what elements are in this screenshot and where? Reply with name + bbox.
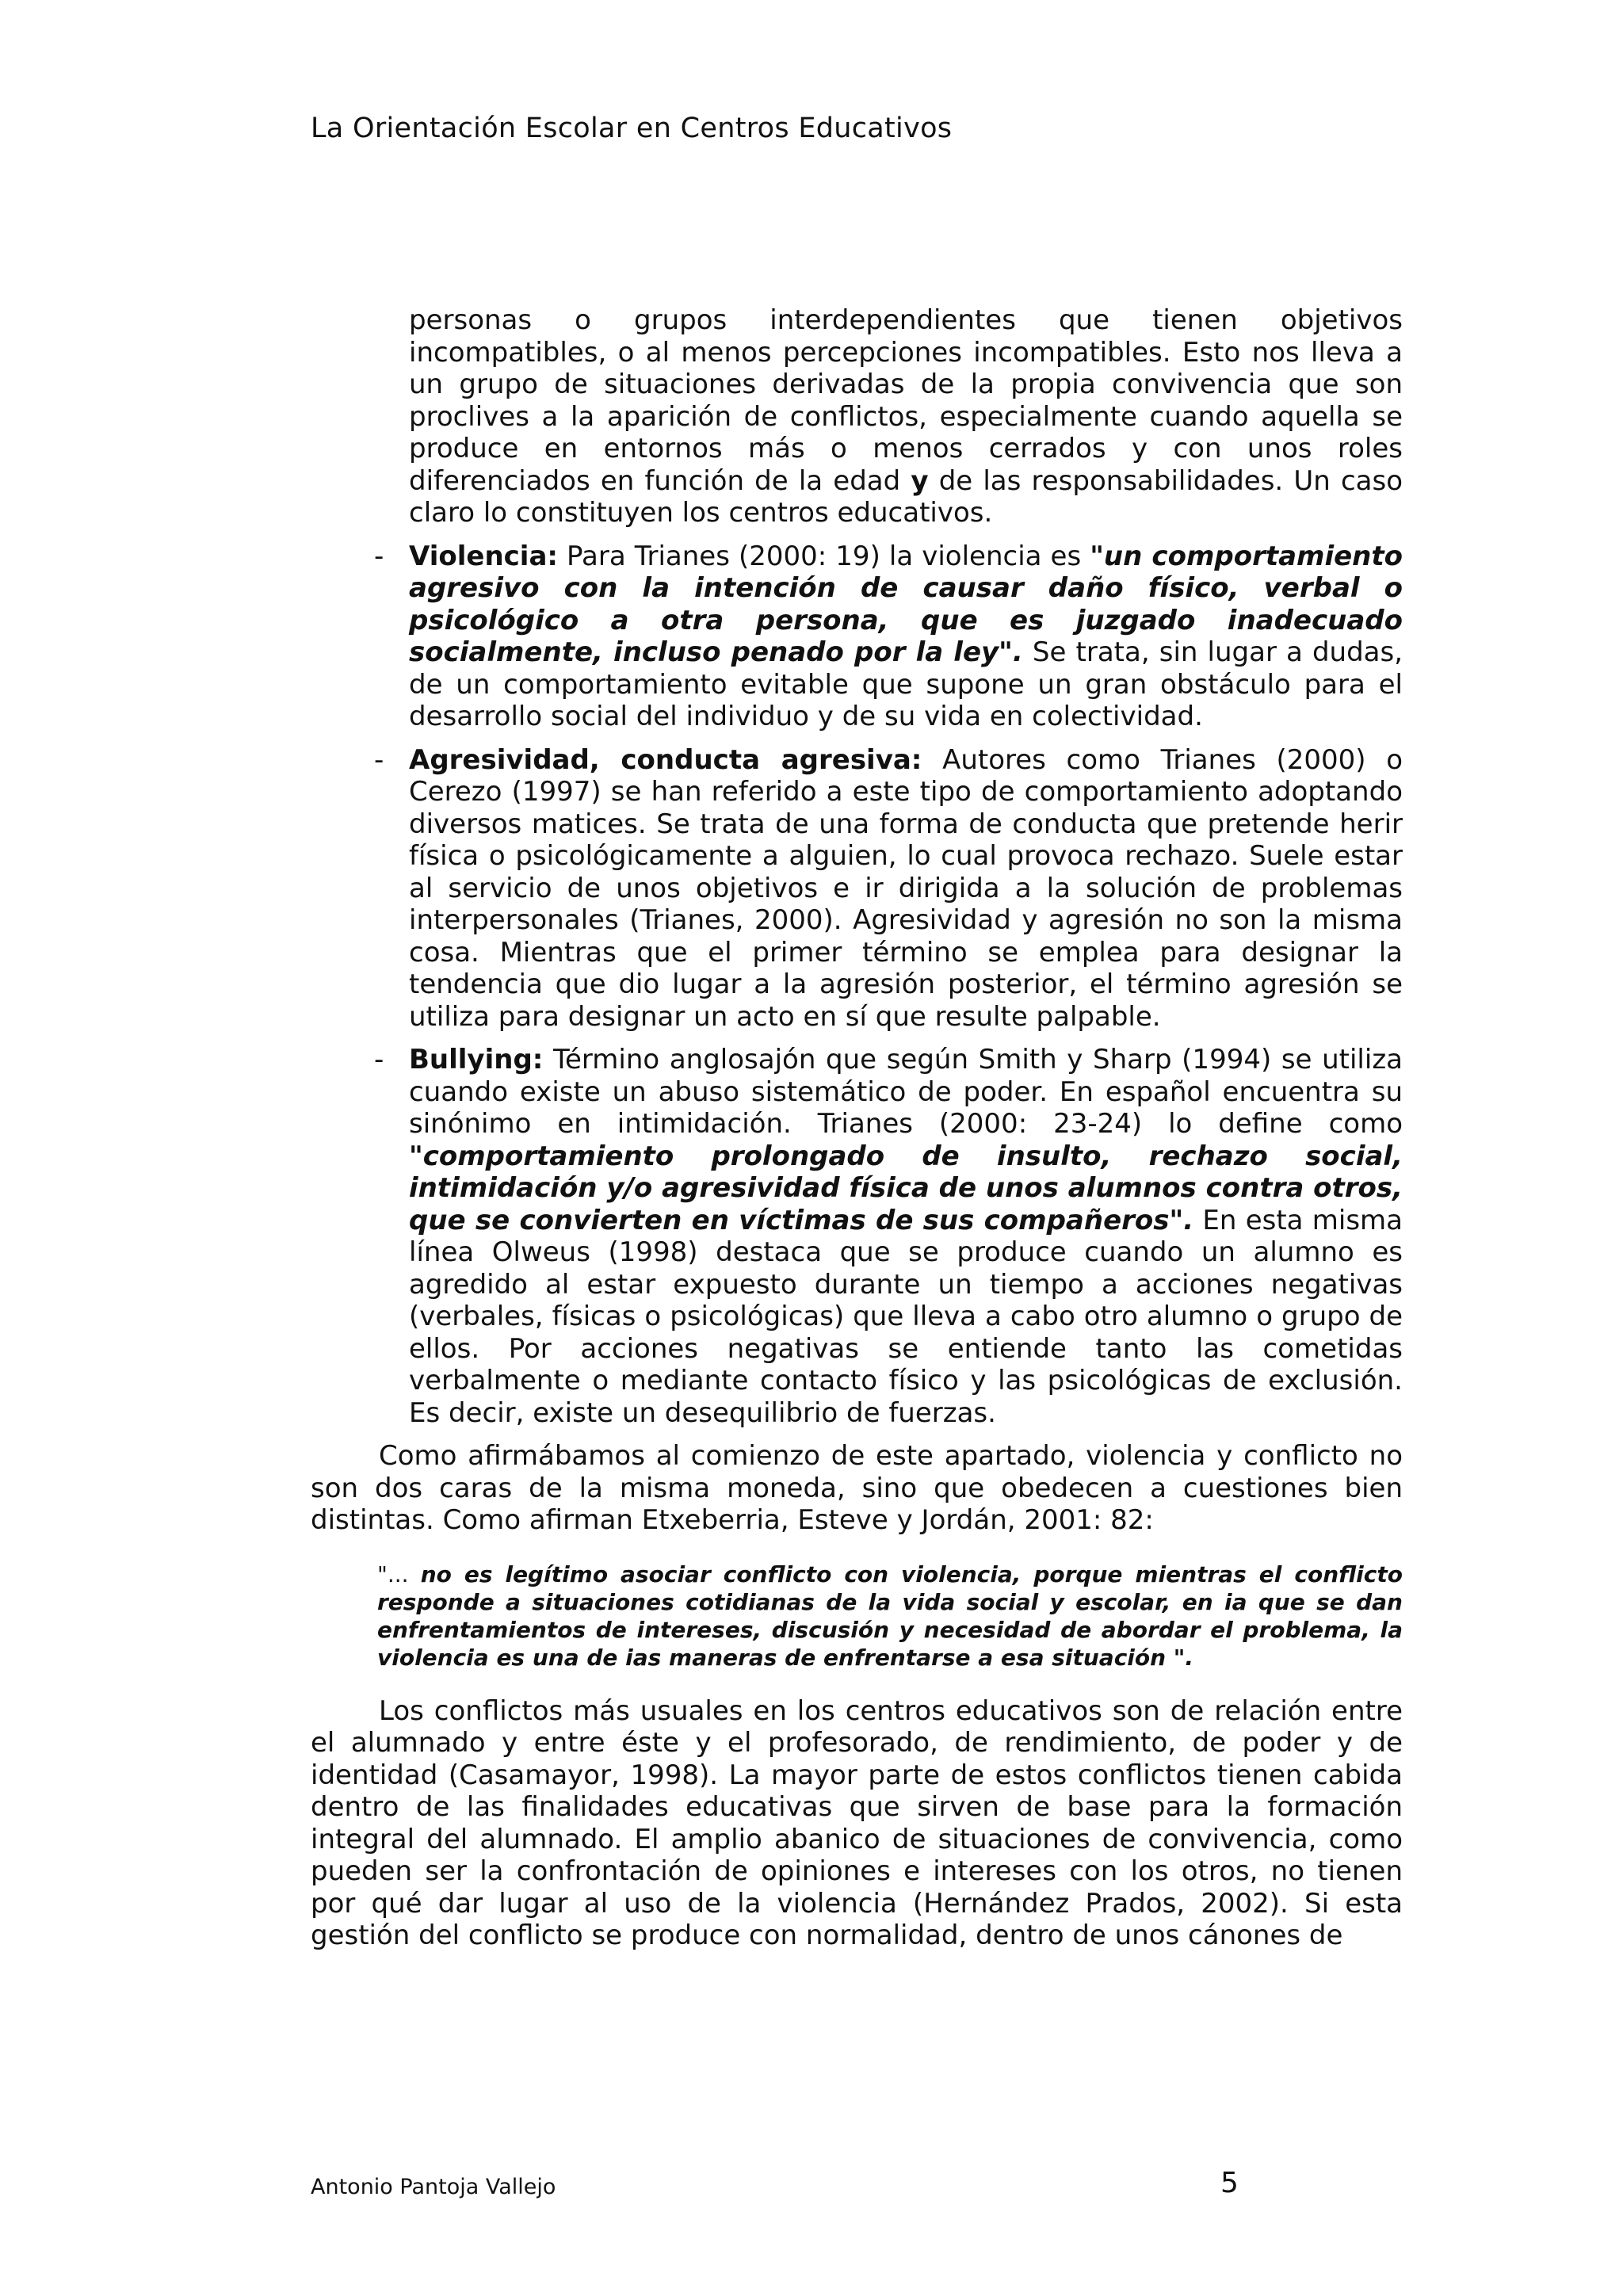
page-body (311, 304, 1403, 1952)
term-label: Agresividad, conducta agresiva: (409, 743, 922, 776)
body-paragraph-2: Los conflictos más usuales en los centros educativos son de relación entre el alumnado y entre éste y el profesorado, de rendimiento, de poder y de identidad (Casamayor, 1998). La mayor parte de estos conflictos tienen cabida dentro de las finalidades educativas que sirven de base para la formación integral del alumnado. El amplio abanico de situaciones de convivencia, como pueden ser la confrontación de opiniones e intereses con los otros, no tienen por qué dar lugar al uso de la violencia (Hernández Prados, 2002). Si esta gestión del conflicto se produce con normalidad, dentro de unos cánones de (311, 1694, 1403, 1951)
list-dash: - (374, 540, 384, 572)
intro-paragraph: personas o grupos interdependientes que tienen objetivos incompatibles, o al menos percepciones incompatibles. Esto nos lleva a un grupo de situaciones derivadas de la propia convivencia que son proclives a la aparición de conflictos, especialmente cuando aquella se produce en entornos más o menos cerrados y con unos roles diferenciados en función de la edad y de las responsabilidades. Un caso claro lo constituyen los centros educativos. (409, 304, 1403, 529)
list-dash: - (374, 743, 384, 776)
definition-bullying: - Bullying: Término anglosajón que según Smith y Sharp (1994) se utiliza cuando existe un abuso sistemático de poder. En español encuentra su sinónimo en intimidación. Trianes (2000: 23-24) lo define como "comportamiento prolongado de insulto, rechazo social, intimidación y/o agresividad física de unos alumnos contra otros, que se convierten en víctimas de sus compañeros". En esta misma línea Olweus (1998) destaca que se produce cuando un alumno es agredido al estar expuesto durante un tiempo a acciones negativas (verbales, físicas o psicológicas) que lleva a cabo otro alumno o grupo de ellos. Por acciones negativas se entiende tanto las cometidas verbalmente o mediante contacto físico y las psicológicas de exclusión. Es decir, existe un desequilibrio de fuerzas. (374, 1044, 1403, 1429)
definition-agresividad: - Agresividad, conducta agresiva: Autores como Trianes (2000) o Cerezo (1997) se han referido a este tipo de comportamiento adoptando diversos matices. Se trata de una forma de conducta que pretende herir física o psicológicamente a alguien, lo cual provoca rechazo. Suele estar al servicio de unos objetivos e ir dirigida a la solución de problemas interpersonales (Trianes, 2000). Agresividad y agresión no son la misma cosa. Mientras que el primer término se emplea para designar la tendencia que dio lugar a la agresión posterior, el término agresión se utiliza para designar un acto en sí que resulte palpable. (374, 743, 1403, 1033)
definition-violencia: - Violencia: Para Trianes (2000: 19) la violencia es "un comportamiento agresivo con la intención de causar daño físico, verbal o psicológico a otra persona, que es juzgado inadecuado socialmente, incluso penado por la ley". Se trata, sin lugar a dudas, de un comportamiento evitable que supone un gran obstáculo para el desarrollo social del individuo y de su vida en colectividad. (374, 540, 1403, 732)
page-number: 5 (1220, 2167, 1239, 2199)
list-dash: - (374, 1044, 384, 1075)
body-paragraph-1: Como afirmábamos al comienzo de este apartado, violencia y conflicto no son dos caras de la misma moneda, sino que obedecen a cuestiones bien distintas. Como afirman Etxeberria, Esteve y Jordán, 2001: 82: (311, 1440, 1403, 1536)
footer-author: Antonio Pantoja Vallejo (311, 2175, 556, 2199)
term-label: Violencia: (409, 540, 558, 572)
definition-quote: "comportamiento prolongado de insulto, rechazo social, intimidación y/o agresividad física de unos alumnos contra otros, que se convierten en víctimas de sus compañeros". (409, 1140, 1403, 1236)
block-quote: "... no es legítimo asociar conflicto con violencia, porque mientras el conflicto responde a situaciones cotidianas de la vida social y escolar, en ia que se dan enfrentamientos de intereses, discusión y necesidad de abordar el problema, la violencia es una de ias maneras de enfrentarse a esa situación ". (377, 1561, 1403, 1671)
running-header: La Orientación Escolar en Centros Educativos (311, 113, 953, 144)
term-label: Bullying: (409, 1044, 544, 1075)
definition-quote: "un comportamiento agresivo con la intención de causar daño físico, verbal o psicológico a otra persona, que es juzgado inadecuado socialmente, incluso penado por la ley". (409, 540, 1403, 668)
